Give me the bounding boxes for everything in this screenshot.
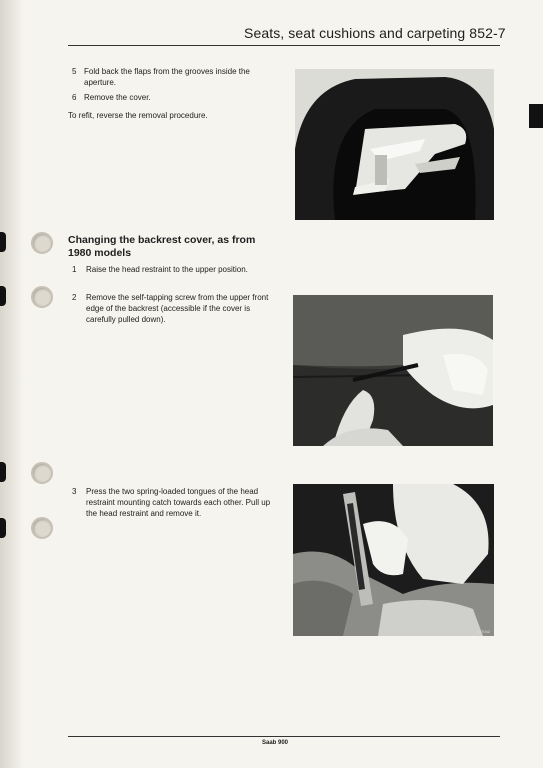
punch-hole [31, 462, 53, 484]
step-item [72, 92, 272, 103]
photo-backrest-aperture [295, 69, 494, 220]
step-item [72, 264, 272, 275]
punch-hole [31, 517, 53, 539]
step-text: Raise the head restraint to the upper position. [86, 265, 248, 274]
binder-edge-mark [0, 518, 6, 538]
refit-note: To refit, reverse the removal procedure. [68, 111, 208, 120]
photo-press-catch-tongues [293, 484, 494, 636]
step-text: Remove the cover. [84, 93, 151, 102]
step-number: 2 [72, 293, 77, 302]
photo-reference-mark: A·7042 [477, 629, 490, 634]
footer-rule [68, 736, 500, 737]
binder-edge-mark [0, 286, 6, 306]
page-edge-shadow [0, 0, 24, 768]
section-heading: Changing the backrest cover, as from 1980 models [68, 234, 256, 259]
step-item [72, 486, 272, 519]
punch-hole [31, 232, 53, 254]
step-number: 6 [72, 93, 77, 102]
step-number: 1 [72, 265, 77, 274]
header-rule [68, 45, 500, 46]
step-text: Press the two spring-loaded tongues of the head restraint mounting catch towards each other. Pull up the head restraint and remove it. [86, 487, 271, 518]
punch-hole [31, 286, 53, 308]
binder-edge-mark [0, 462, 6, 482]
binder-edge-mark [0, 232, 6, 252]
section-tab-marker [529, 104, 543, 128]
step-text: Fold back the flaps from the grooves inside the aperture. [84, 67, 250, 87]
step-number: 3 [72, 487, 77, 496]
step-text: Remove the self-tapping screw from the upper front edge of the backrest (accessible if the cover is carefully pulled down). [86, 293, 269, 324]
photo-remove-screw [293, 295, 493, 446]
step-item [72, 66, 272, 88]
page-header-title: Seats, seat cushions and carpeting 852-7 [244, 25, 506, 41]
step-number: 5 [72, 67, 77, 76]
footer-text: Saab 900 [262, 740, 289, 746]
step-item [72, 292, 272, 325]
